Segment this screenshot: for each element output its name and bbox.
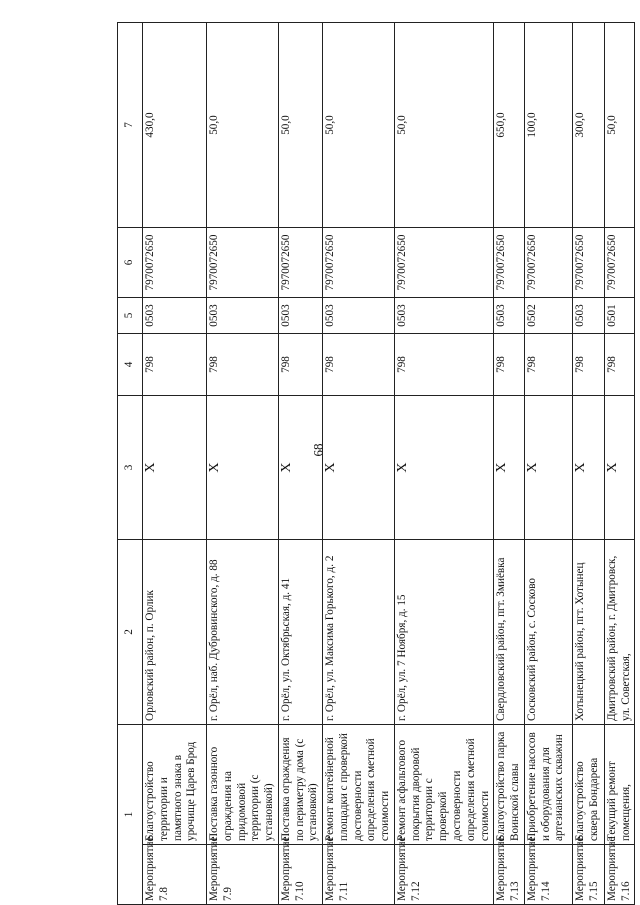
target-code-cell: 7970072650 bbox=[394, 228, 493, 298]
event-number-cell: Мероприятие 7.11 bbox=[323, 845, 395, 905]
code-cell: 798 bbox=[278, 334, 322, 396]
location-cell: Орловский район, п. Орлик bbox=[143, 540, 207, 725]
target-code-cell: 7970072650 bbox=[323, 228, 395, 298]
event-description-cell: Ремонт асфальтового покрытия дворовой территории с проверкой достоверности определения сметной стоимости bbox=[394, 725, 493, 845]
col-header-6: 6 bbox=[118, 228, 143, 298]
code-cell: 798 bbox=[572, 334, 604, 396]
amount-cell: 50,0 bbox=[207, 23, 279, 228]
amount-cell: 300,0 bbox=[572, 23, 604, 228]
section-code-cell: 0502 bbox=[524, 298, 572, 334]
code-cell: 798 bbox=[323, 334, 395, 396]
amount-cell: 650,0 bbox=[494, 23, 525, 228]
target-code-cell: 7970072650 bbox=[604, 228, 635, 298]
event-number-cell: Мероприятие 7.13 bbox=[494, 845, 525, 905]
event-number-cell: Мероприятие 7.8 bbox=[143, 845, 207, 905]
code-cell: 798 bbox=[524, 334, 572, 396]
location-cell: г. Орёл, ул. Максима Горького, д. 2 bbox=[323, 540, 395, 725]
event-number-cell: Мероприятие 7.15 bbox=[572, 845, 604, 905]
budget-table bbox=[117, 22, 635, 905]
event-description-cell: Текущий ремонт помещения, bbox=[604, 725, 635, 845]
code-cell: 798 bbox=[494, 334, 525, 396]
section-code-cell: 0503 bbox=[394, 298, 493, 334]
col-header-4: 4 bbox=[118, 334, 143, 396]
section-code-cell: 0503 bbox=[207, 298, 279, 334]
event-number-cell: Мероприятие 7.16 bbox=[604, 845, 635, 905]
target-code-cell: 7970072650 bbox=[278, 228, 322, 298]
target-code-cell: 7970072650 bbox=[143, 228, 207, 298]
event-description-cell: Поставка газонного ограждения на придомовой территории (с установкой) bbox=[207, 725, 279, 845]
event-description-cell: Благоустройство парка Воинской славы bbox=[494, 725, 525, 845]
header-row bbox=[118, 23, 143, 905]
mark-cell: X bbox=[323, 396, 395, 540]
mark-cell: X bbox=[394, 396, 493, 540]
table-row bbox=[494, 23, 525, 905]
location-cell: Свердловский район, пгт. Змиёвка bbox=[494, 540, 525, 725]
mark-cell: X bbox=[207, 396, 279, 540]
target-code-cell: 7970072650 bbox=[494, 228, 525, 298]
event-description-cell: Ремонт контейнерной площадки с проверкой достоверности определения сметной стоимости bbox=[323, 725, 395, 845]
section-code-cell: 0503 bbox=[494, 298, 525, 334]
code-cell: 798 bbox=[207, 334, 279, 396]
document-table-rotated bbox=[117, 23, 632, 905]
table-row bbox=[604, 23, 635, 905]
target-code-cell: 7970072650 bbox=[524, 228, 572, 298]
event-description-cell: Поставка ограждения по периметру дома (с установкой) bbox=[278, 725, 322, 845]
mark-cell: X bbox=[143, 396, 207, 540]
page-number: 68 bbox=[310, 443, 326, 457]
col-header-2: 2 bbox=[118, 540, 143, 725]
col-header-3: 3 bbox=[118, 396, 143, 540]
location-cell: Сосковский район, с. Сосково bbox=[524, 540, 572, 725]
table-row bbox=[394, 23, 493, 905]
target-code-cell: 7970072650 bbox=[572, 228, 604, 298]
mark-cell: X bbox=[494, 396, 525, 540]
event-description-cell: Приобретение насосов и оборудования для артезианских скважин bbox=[524, 725, 572, 845]
table-row bbox=[572, 23, 604, 905]
table-row bbox=[323, 23, 395, 905]
mark-cell: X bbox=[572, 396, 604, 540]
code-cell: 798 bbox=[604, 334, 635, 396]
event-number-cell: Мероприятие 7.14 bbox=[524, 845, 572, 905]
amount-cell: 430,0 bbox=[143, 23, 207, 228]
amount-cell: 50,0 bbox=[278, 23, 322, 228]
event-description-cell: Благоустройство сквера Бондарева bbox=[572, 725, 604, 845]
code-cell: 798 bbox=[394, 334, 493, 396]
code-cell: 798 bbox=[143, 334, 207, 396]
table-row bbox=[524, 23, 572, 905]
section-code-cell: 0501 bbox=[604, 298, 635, 334]
table-row bbox=[278, 23, 322, 905]
mark-cell: X bbox=[278, 396, 322, 540]
section-code-cell: 0503 bbox=[278, 298, 322, 334]
location-cell: г. Орёл, ул. 7 Ноября, д. 15 bbox=[394, 540, 493, 725]
mark-cell: X bbox=[524, 396, 572, 540]
col-header-7: 7 bbox=[118, 23, 143, 228]
mark-cell: X bbox=[604, 396, 635, 540]
col-header-5: 5 bbox=[118, 298, 143, 334]
section-code-cell: 0503 bbox=[572, 298, 604, 334]
event-number-cell: Мероприятие 7.10 bbox=[278, 845, 322, 905]
section-code-cell: 0503 bbox=[143, 298, 207, 334]
table-row bbox=[143, 23, 207, 905]
location-cell: Дмитровский район, г. Дмитровск, ул. Советская, bbox=[604, 540, 635, 725]
col-header-1: 1 bbox=[118, 725, 143, 905]
amount-cell: 50,0 bbox=[394, 23, 493, 228]
location-cell: Хотынецкий район, пгт. Хотынец bbox=[572, 540, 604, 725]
event-number-cell: Мероприятие 7.12 bbox=[394, 845, 493, 905]
amount-cell: 50,0 bbox=[323, 23, 395, 228]
table-row bbox=[207, 23, 279, 905]
location-cell: г. Орёл, ул. Октябрьская, д. 41 bbox=[278, 540, 322, 725]
target-code-cell: 7970072650 bbox=[207, 228, 279, 298]
event-number-cell: Мероприятие 7.9 bbox=[207, 845, 279, 905]
amount-cell: 50,0 bbox=[604, 23, 635, 228]
location-cell: г. Орёл, наб. Дубровинского, д. 88 bbox=[207, 540, 279, 725]
section-code-cell: 0503 bbox=[323, 298, 395, 334]
event-description-cell: Благоустройство территории и памятного знака в урочище Царев Брод bbox=[143, 725, 207, 845]
amount-cell: 100,0 bbox=[524, 23, 572, 228]
